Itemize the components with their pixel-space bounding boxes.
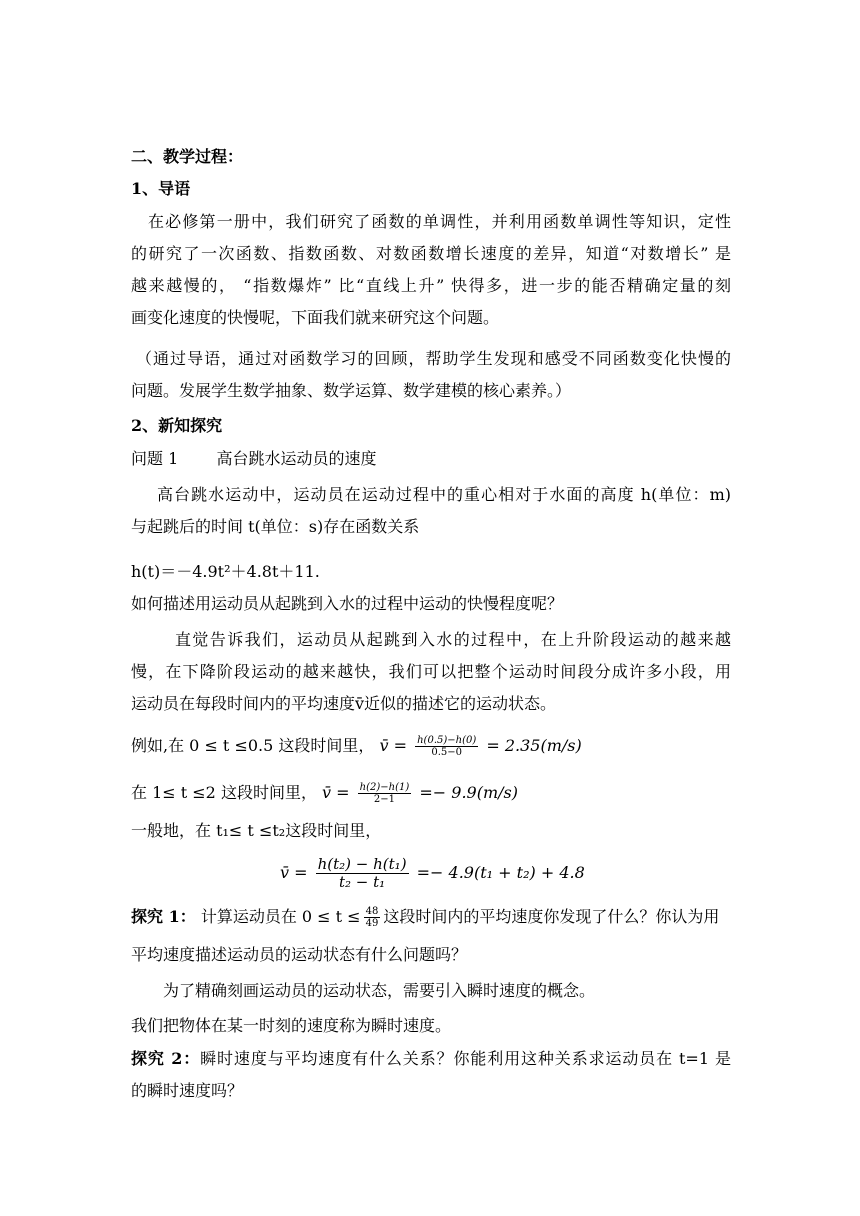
intro-line: 越来越慢的， “指数爆炸” 比“直线上升” 快得多，进一步的能否精确定量的刻 xyxy=(131,276,731,295)
problem-heading xyxy=(131,449,376,469)
example2-prefix: 在 1≤ t ≤2 这段时间里， xyxy=(131,783,317,802)
problem-para-line: 高台跳水运动中，运动员在运动过程中的重心相对于水面的高度 h(单位：m) xyxy=(157,485,731,504)
general-formula xyxy=(280,852,585,894)
intro-line: 在必修第一册中，我们研究了函数的单调性，并利用函数单调性等知识，定性 xyxy=(148,212,731,231)
part1-heading: 1、导语 xyxy=(131,179,191,198)
general-fraction xyxy=(316,856,409,892)
explore2-text: 瞬时速度与平均速度有什么关系？你能利用这种关系求运动员在 t=1 是 xyxy=(200,1049,731,1068)
explore2-line2: 的瞬时速度吗？ xyxy=(131,1081,244,1100)
general-line: 一般地，在 t₁≤ t ≤t₂这段时间里， xyxy=(131,821,382,840)
general-result: =− 4.9(t₁ + t₂) + 4.8 xyxy=(416,863,585,882)
intro-line: 画变化速度的快慢呢，下面我们就来研究这个问题。 xyxy=(131,308,500,327)
example1-result: = 2.35(m/s) xyxy=(486,736,582,755)
note-line: （通过导语，通过对函数学习的回顾，帮助学生发现和感受不同函数变化快慢的 xyxy=(136,349,731,368)
example1-numerator: h(0.5)−h(0) xyxy=(417,734,477,746)
example2-numerator: h(2)−h(1) xyxy=(359,781,410,793)
example2-fraction xyxy=(358,782,412,806)
intuition-line: 直觉告诉我们，运动员从起跳到入水的过程中，在上升阶段运动的越来越 xyxy=(175,630,731,649)
example2-result: =− 9.9(m/s) xyxy=(419,783,518,802)
problem-label: 问题 1 xyxy=(131,449,179,468)
general-numerator: h(t₂) − h(t₁) xyxy=(317,854,407,873)
explore1-text: 计算运动员在 0 ≤ t ≤ xyxy=(200,907,361,926)
intuition-line: 慢，在下降阶段运动的越来越快，我们可以把整个运动时间段分成许多小段，用 xyxy=(131,662,731,681)
instant-line: 为了精确刻画运动员的运动状态，需要引入瞬时速度的概念。 xyxy=(163,981,596,1000)
intro-line: 的研究了一次函数、指数函数、对数函数增长速度的差异，知道“对数增长” 是 xyxy=(131,244,731,263)
vbar-symbol: v̄ = xyxy=(379,736,408,755)
explore1-denominator: 49 xyxy=(365,918,379,929)
explore1-fraction xyxy=(364,906,381,930)
vbar-symbol: v̄ = xyxy=(322,783,350,802)
example1-prefix: 例如,在 0 ≤ t ≤0.5 这段时间里， xyxy=(131,736,375,755)
explore1-label: 探究 1： xyxy=(131,907,196,926)
note-line: 问题。发展学生数学抽象、数学运算、数学建模的核心素养。） xyxy=(131,381,572,400)
example2-denominator: 2−1 xyxy=(373,794,396,805)
example2-line xyxy=(131,776,518,810)
part2-heading: 2、新知探究 xyxy=(131,416,223,435)
explore1-line2: 平均速度描述运动员的运动状态有什么问题吗？ xyxy=(131,945,468,964)
problem-title: 高台跳水运动员的速度 xyxy=(216,449,377,468)
example1-denominator: 0.5−0 xyxy=(431,747,462,758)
intuition-line: 运动员在每段时间内的平均速度v̄近似的描述它的运动状态。 xyxy=(131,694,557,713)
example1-line xyxy=(131,729,582,763)
explore1-numerator: 48 xyxy=(365,905,379,917)
problem-para-line: 与起跳后的时间 t(单位：s)存在函数关系 xyxy=(131,517,420,536)
vbar-symbol: v̄ = xyxy=(280,863,308,882)
example1-fraction xyxy=(415,735,478,759)
instant-line: 我们把物体在某一时刻的速度称为瞬时速度。 xyxy=(131,1016,452,1035)
explore2-label: 探究 2： xyxy=(131,1049,201,1068)
question-line: 如何描述用运动员从起跳到入水的过程中运动的快慢程度呢？ xyxy=(131,594,564,613)
explore1-text: 这段时间内的平均速度你发现了什么？你认为用 xyxy=(383,907,720,926)
section-title: 二、教学过程： xyxy=(131,147,244,166)
explore2-line xyxy=(131,1049,731,1069)
general-denominator: t₂ − t₁ xyxy=(338,873,386,891)
explore1-line xyxy=(131,904,719,930)
height-formula: h(t)＝－4.9t²＋4.8t＋11. xyxy=(131,562,320,581)
